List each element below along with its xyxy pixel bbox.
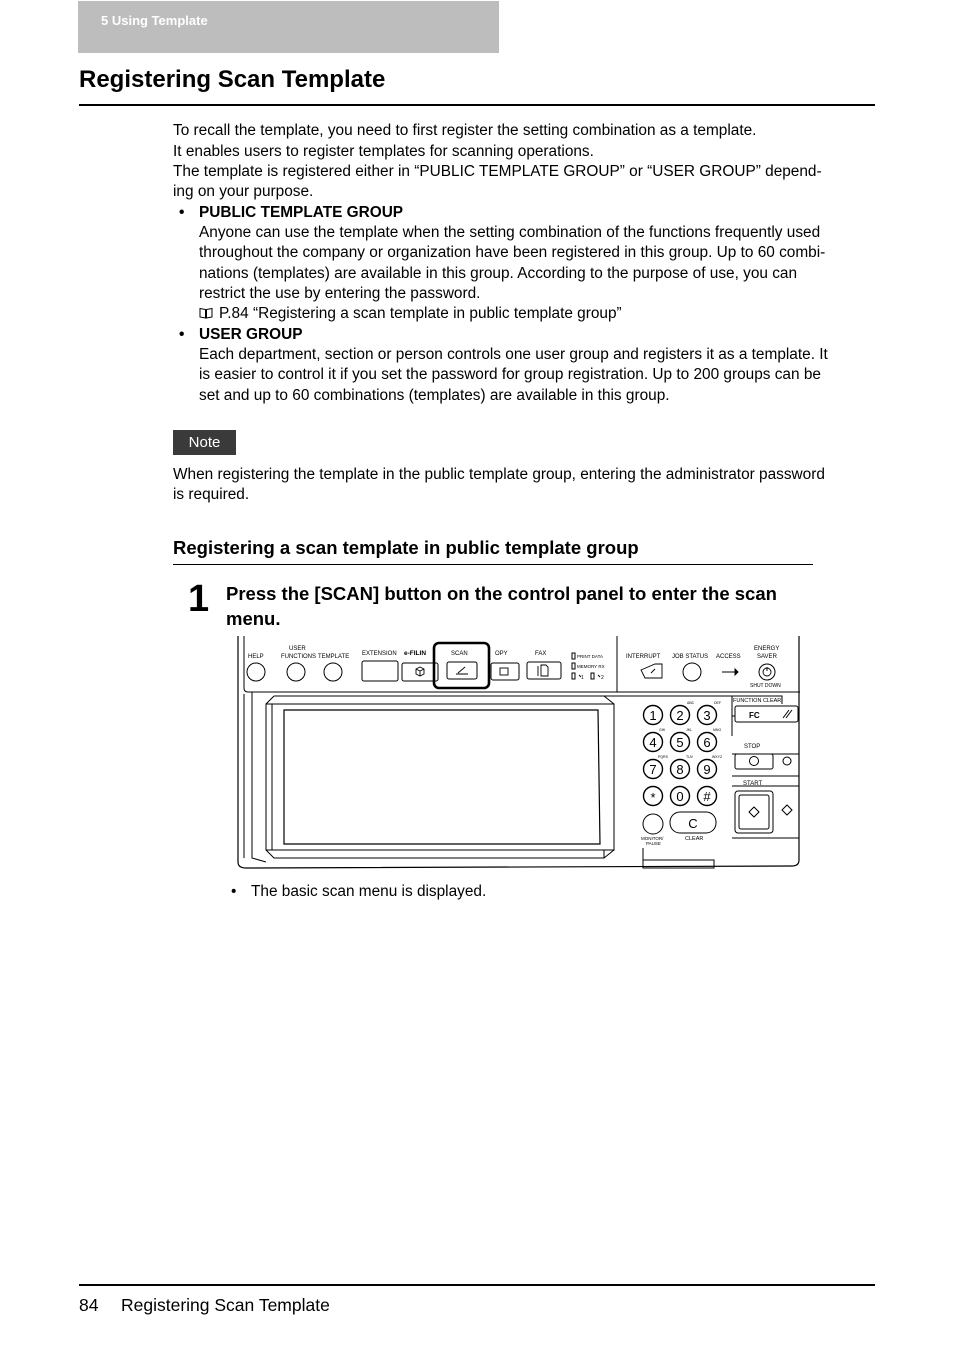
chapter-header-tab bbox=[78, 1, 499, 53]
print-data-label: PRINT DATA bbox=[577, 654, 604, 659]
keypad-sublabel: TUV bbox=[686, 755, 693, 759]
copy-button[interactable] bbox=[491, 663, 519, 680]
cross-reference-text[interactable]: P.84 “Registering a scan template in public template group” bbox=[219, 305, 622, 322]
stop-icon bbox=[750, 757, 759, 766]
keypad-sublabel: ABC bbox=[687, 701, 695, 705]
keypad-label: 2 bbox=[676, 708, 684, 723]
step-number: 1 bbox=[188, 578, 210, 620]
energy-saver-label: SAVER bbox=[757, 654, 777, 660]
interrupt-icon bbox=[641, 664, 662, 678]
group-line: throughout the company or organization have been registered in this group. Up to 60 combi- bbox=[199, 244, 826, 261]
keypad-label: 3 bbox=[703, 708, 711, 723]
keypad-label: 0 bbox=[676, 789, 684, 804]
user-functions-label: FUNCTIONS bbox=[281, 654, 316, 660]
start-label: START bbox=[743, 781, 763, 787]
bullet: • bbox=[179, 326, 185, 343]
footer-rule bbox=[79, 1284, 875, 1286]
intro-line: It enables users to register templates for scanning operations. bbox=[173, 143, 594, 160]
keypad-sublabel: WXYZ bbox=[712, 755, 723, 759]
keypad-label: # bbox=[703, 789, 711, 804]
keypad-label: 9 bbox=[703, 762, 711, 777]
help-button[interactable] bbox=[247, 663, 265, 681]
stop-indicator-icon bbox=[783, 757, 791, 765]
keypad-label: 7 bbox=[649, 762, 657, 777]
group-line: set and up to 60 combinations (templates) are available in this group. bbox=[199, 387, 670, 404]
monitor-pause-label: PAUSE bbox=[646, 841, 661, 846]
keypad-label: 6 bbox=[703, 735, 711, 750]
group-line: Each department, section or person controls one user group and registers it as a template. It bbox=[199, 346, 828, 363]
section-heading: Registering a scan template in public template group bbox=[173, 537, 639, 558]
step-instruction bbox=[226, 582, 866, 631]
extension-label: EXTENSION bbox=[362, 651, 397, 657]
function-clear-label: FUNCTION CLEAR bbox=[733, 698, 782, 704]
shut-down-label: SHUT DOWN bbox=[750, 683, 781, 689]
step-line: menu. bbox=[226, 607, 281, 629]
result-text: The basic scan menu is displayed. bbox=[251, 883, 487, 900]
line1-label: 1 bbox=[581, 675, 584, 681]
scan-button[interactable] bbox=[447, 662, 477, 679]
access-label: ACCESS bbox=[716, 654, 741, 660]
title-rule bbox=[79, 104, 875, 106]
fax-label: FAX bbox=[535, 651, 547, 657]
user-functions-button[interactable] bbox=[287, 663, 305, 681]
group-line: restrict the use by entering the password. bbox=[199, 285, 481, 302]
memory-rx-label: MEMORY RX bbox=[577, 664, 605, 669]
section-rule bbox=[173, 564, 813, 565]
keypad-sublabel: PQRS bbox=[658, 755, 668, 759]
keypad-sublabel: GHI bbox=[659, 728, 666, 732]
chapter-label: 5 Using Template bbox=[101, 13, 208, 28]
control-panel-illustration bbox=[232, 636, 804, 872]
job-status-label: JOB STATUS bbox=[672, 654, 709, 660]
efiling-label: e-FILIN bbox=[404, 650, 427, 657]
start-indicator-icon bbox=[782, 805, 792, 815]
intro-line: To recall the template, you need to first register the setting combination as a template. bbox=[173, 122, 757, 139]
group-line: is easier to control it if you set the password for group registration. Up to 200 groups can be bbox=[199, 366, 821, 383]
template-label: TEMPLATE bbox=[318, 654, 350, 660]
line1-led bbox=[572, 673, 575, 679]
clear-label: CLEAR bbox=[685, 836, 704, 842]
print-data-led bbox=[572, 653, 575, 659]
note-line: is required. bbox=[173, 486, 250, 503]
stop-label: STOP bbox=[744, 744, 761, 750]
memory-rx-led bbox=[572, 663, 575, 669]
group-line: Anyone can use the template when the setting combination of the functions frequently used bbox=[199, 224, 821, 241]
book-icon bbox=[199, 307, 213, 319]
template-button[interactable] bbox=[324, 663, 342, 681]
page-title: Registering Scan Template bbox=[79, 66, 386, 93]
line2-label: 2 bbox=[601, 675, 604, 681]
keypad-sublabel: MNO bbox=[713, 728, 722, 732]
monitor-pause-button[interactable] bbox=[643, 814, 663, 834]
group-title: PUBLIC TEMPLATE GROUP bbox=[199, 204, 404, 221]
energy-saver-label: ENERGY bbox=[754, 646, 780, 652]
clear-key-label: C bbox=[688, 816, 698, 831]
cross-reference[interactable] bbox=[199, 304, 877, 324]
interrupt-label: INTERRUPT bbox=[626, 654, 661, 660]
keypad-label: 5 bbox=[676, 735, 684, 750]
intro-line: The template is registered either in “PUBLIC TEMPLATE GROUP” or “USER GROUP” depend- bbox=[173, 163, 822, 180]
extension-button[interactable] bbox=[362, 661, 398, 681]
note-badge: Note bbox=[173, 430, 236, 455]
group-line: nations (templates) are available in this group. According to the purpose of use, you can bbox=[199, 265, 798, 282]
keypad-sublabel: JKL bbox=[686, 728, 693, 732]
energy-saver-button[interactable] bbox=[759, 664, 775, 680]
help-label: HELP bbox=[248, 654, 264, 660]
intro-line: ing on your purpose. bbox=[173, 183, 314, 200]
keypad-label: * bbox=[650, 790, 656, 805]
fax-button[interactable] bbox=[527, 662, 561, 679]
note-line: When registering the template in the public template group, entering the administrator password bbox=[173, 466, 825, 483]
bullet: • bbox=[179, 204, 185, 221]
user-functions-label: USER bbox=[289, 646, 306, 652]
job-status-button[interactable] bbox=[683, 663, 701, 681]
access-icon[interactable] bbox=[722, 669, 738, 675]
bullet: • bbox=[231, 883, 237, 900]
keypad-label: 4 bbox=[649, 735, 657, 750]
scan-label: SCAN bbox=[451, 651, 468, 657]
footer-title: Registering Scan Template bbox=[121, 1295, 330, 1315]
monitor-pause-label: MONITOR/ bbox=[641, 836, 664, 841]
group-title: USER GROUP bbox=[199, 326, 303, 343]
step-line: Press the [SCAN] button on the control panel to enter the scan bbox=[226, 583, 777, 604]
keypad-label: 1 bbox=[649, 708, 657, 723]
copy-label: OPY bbox=[495, 651, 508, 657]
keypad-sublabel: DEF bbox=[714, 701, 721, 705]
line2-led bbox=[591, 673, 594, 679]
footer-page-number: 84 bbox=[79, 1295, 99, 1315]
keypad-label: 8 bbox=[676, 762, 684, 777]
fc-key-label: FC bbox=[749, 711, 760, 720]
